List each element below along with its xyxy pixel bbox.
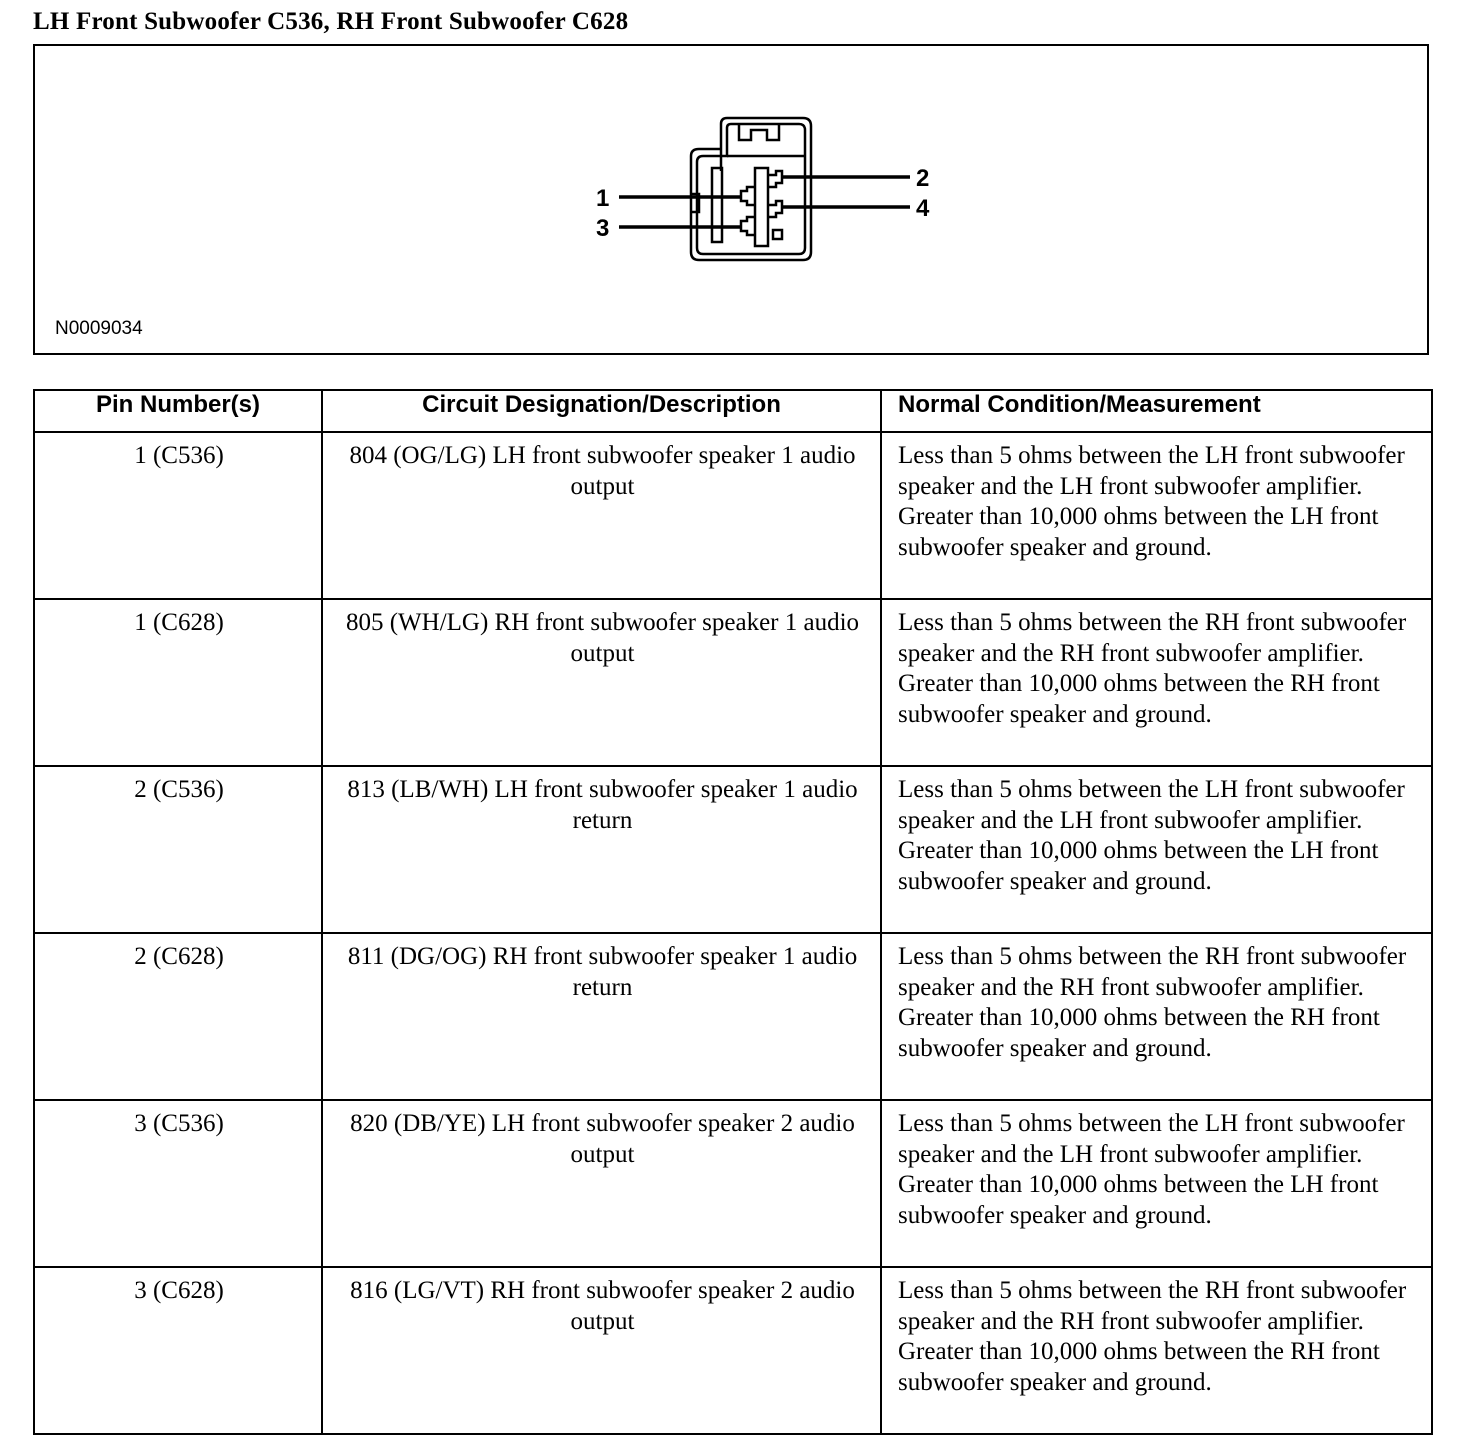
pin-cell: 3 (C628) (34, 1267, 322, 1434)
table-row (34, 432, 1432, 599)
pin-label-2: 2 (916, 165, 930, 192)
circuit-cell: 820 (DB/YE) LH front subwoofer speaker 2 audio output (322, 1100, 881, 1267)
connector-face-icon (555, 116, 955, 316)
table-row (34, 933, 1432, 1100)
circuit-cell: 811 (DG/OG) RH front subwoofer speaker 1 audio return (322, 933, 881, 1100)
connector-figure (33, 44, 1429, 355)
header-circuit: Circuit Designation/Description (322, 390, 881, 432)
condition-cell: Less than 5 ohms between the RH front subwoofer speaker and the RH front subwoofer amplifier. Greater than 10,000 ohms between the RH front subwoofer speaker and ground. (881, 599, 1432, 766)
condition-cell: Less than 5 ohms between the LH front subwoofer speaker and the LH front subwoofer amplifier. Greater than 10,000 ohms between the LH front subwoofer speaker and ground. (881, 766, 1432, 933)
circuit-cell: 805 (WH/LG) RH front subwoofer speaker 1 audio output (322, 599, 881, 766)
connector-latch (739, 124, 779, 140)
pin-label-4: 4 (916, 195, 930, 222)
table-row (34, 599, 1432, 766)
table-header-row (34, 390, 1432, 432)
circuit-cell: 816 (LG/VT) RH front subwoofer speaker 2 audio output (322, 1267, 881, 1434)
condition-cell: Less than 5 ohms between the RH front subwoofer speaker and the RH front subwoofer amplifier. Greater than 10,000 ohms between the RH front subwoofer speaker and ground. (881, 1267, 1432, 1434)
figure-id: N0009034 (55, 318, 143, 339)
circuit-cell: 804 (OG/LG) LH front subwoofer speaker 1 audio output (322, 432, 881, 599)
condition-cell: Less than 5 ohms between the RH front subwoofer speaker and the RH front subwoofer amplifier. Greater than 10,000 ohms between the RH front subwoofer speaker and ground. (881, 933, 1432, 1100)
pin-label-1: 1 (596, 185, 610, 212)
pin-cell: 1 (C536) (34, 432, 322, 599)
table-row (34, 1100, 1432, 1267)
condition-cell: Less than 5 ohms between the LH front subwoofer speaker and the LH front subwoofer amplifier. Greater than 10,000 ohms between the LH front subwoofer speaker and ground. (881, 1100, 1432, 1267)
pin-label-3: 3 (596, 215, 610, 242)
page-title: LH Front Subwoofer C536, RH Front Subwoofer C628 (33, 8, 629, 35)
pin-cell: 2 (C628) (34, 933, 322, 1100)
table-row (34, 766, 1432, 933)
circuit-cell: 813 (LB/WH) LH front subwoofer speaker 1 audio return (322, 766, 881, 933)
condition-cell: Less than 5 ohms between the LH front subwoofer speaker and the LH front subwoofer amplifier. Greater than 10,000 ohms between the LH front subwoofer speaker and ground. (881, 432, 1432, 599)
pin-cell: 1 (C628) (34, 599, 322, 766)
pin-cell: 2 (C536) (34, 766, 322, 933)
table-row (34, 1267, 1432, 1434)
header-pin-numbers: Pin Number(s) (34, 390, 322, 432)
pin-table (33, 389, 1433, 1435)
header-condition: Normal Condition/Measurement (881, 390, 1432, 432)
pin-cell: 3 (C536) (34, 1100, 322, 1267)
